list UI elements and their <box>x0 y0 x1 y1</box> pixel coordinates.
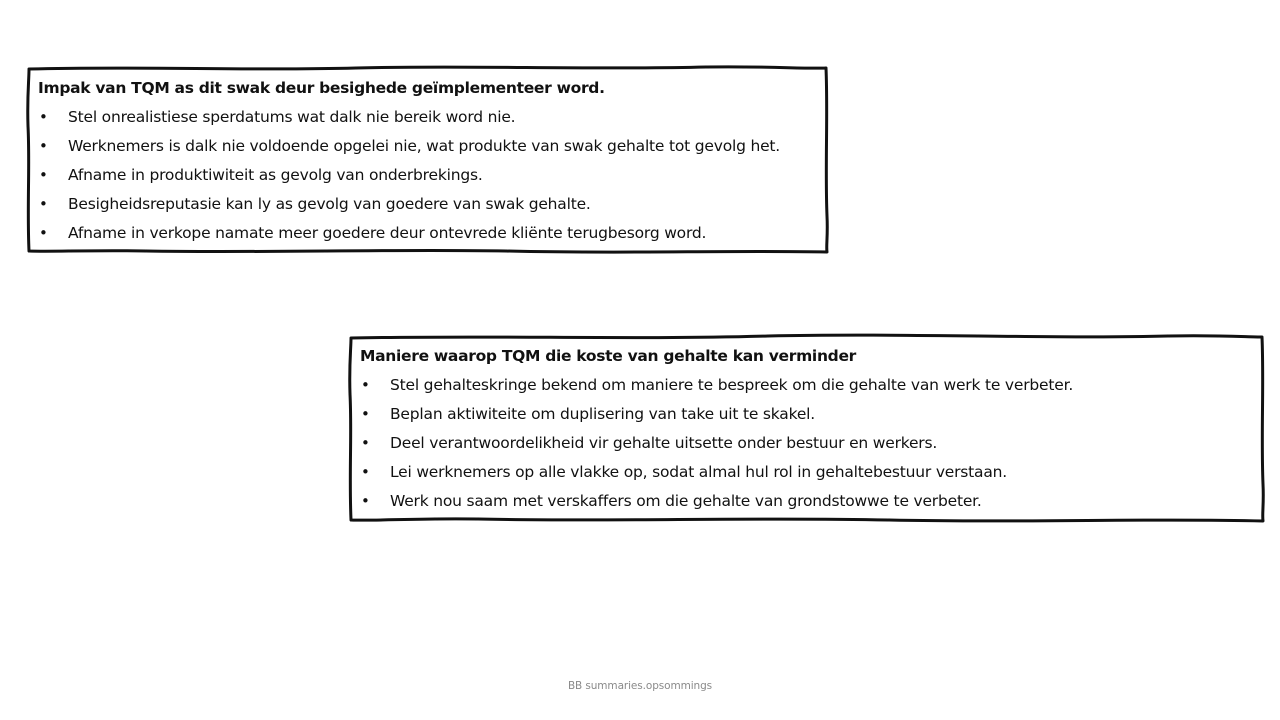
bullet-icon: • <box>361 376 370 394</box>
list-item <box>360 487 1255 516</box>
cost-reduction-box <box>348 334 1265 523</box>
list-item <box>360 371 1255 400</box>
bullet-icon: • <box>361 434 370 452</box>
list-item-text: Stel gehalteskringe bekend om maniere te bespreek om die gehalte van werk te verbeter. <box>390 376 1074 394</box>
list-item-text: Afname in produktiwiteit as gevolg van onderbrekings. <box>68 166 483 184</box>
list-item-text: Deel verantwoordelikheid vir gehalte uitsette onder bestuur en werkers. <box>390 434 938 452</box>
list-item <box>38 161 819 190</box>
bullet-icon: • <box>361 492 370 510</box>
bullet-icon: • <box>361 405 370 423</box>
list-item <box>38 132 819 161</box>
list-item <box>38 219 819 248</box>
bullet-icon: • <box>39 224 48 242</box>
bullet-icon: • <box>39 195 48 213</box>
list-item-text: Werknemers is dalk nie voldoende opgelei nie, wat produkte van swak gehalte tot gevolg het. <box>68 137 781 155</box>
tqm-impact-list <box>38 103 819 248</box>
list-item-text: Werk nou saam met verskaffers om die gehalte van grondstowwe te verbeter. <box>390 492 982 510</box>
list-item <box>360 400 1255 429</box>
tqm-impact-box <box>26 66 829 254</box>
list-item <box>38 103 819 132</box>
cost-reduction-list <box>360 371 1255 516</box>
list-item-text: Afname in verkope namate meer goedere deur ontevrede kliënte terugbesorg word. <box>68 224 707 242</box>
bullet-icon: • <box>39 166 48 184</box>
cost-reduction-title: Maniere waarop TQM die koste van gehalte kan verminder <box>360 347 857 365</box>
bullet-icon: • <box>39 137 48 155</box>
list-item <box>38 190 819 219</box>
bullet-icon: • <box>39 108 48 126</box>
list-item <box>360 429 1255 458</box>
bullet-icon: • <box>361 463 370 481</box>
list-item <box>360 458 1255 487</box>
list-item-text: Besigheidsreputasie kan ly as gevolg van goedere van swak gehalte. <box>68 195 591 213</box>
footer-credit: BB summaries.opsommings <box>567 680 713 692</box>
tqm-impact-content <box>38 74 819 248</box>
list-item-text: Lei werknemers op alle vlakke op, sodat almal hul rol in gehaltebestuur verstaan. <box>390 463 1007 481</box>
list-item-text: Beplan aktiwiteite om duplisering van take uit te skakel. <box>390 405 815 423</box>
list-item-text: Stel onrealistiese sperdatums wat dalk nie bereik word nie. <box>68 108 516 126</box>
cost-reduction-content <box>360 342 1255 516</box>
tqm-impact-title: Impak van TQM as dit swak deur besighede geïmplementeer word. <box>38 79 605 97</box>
